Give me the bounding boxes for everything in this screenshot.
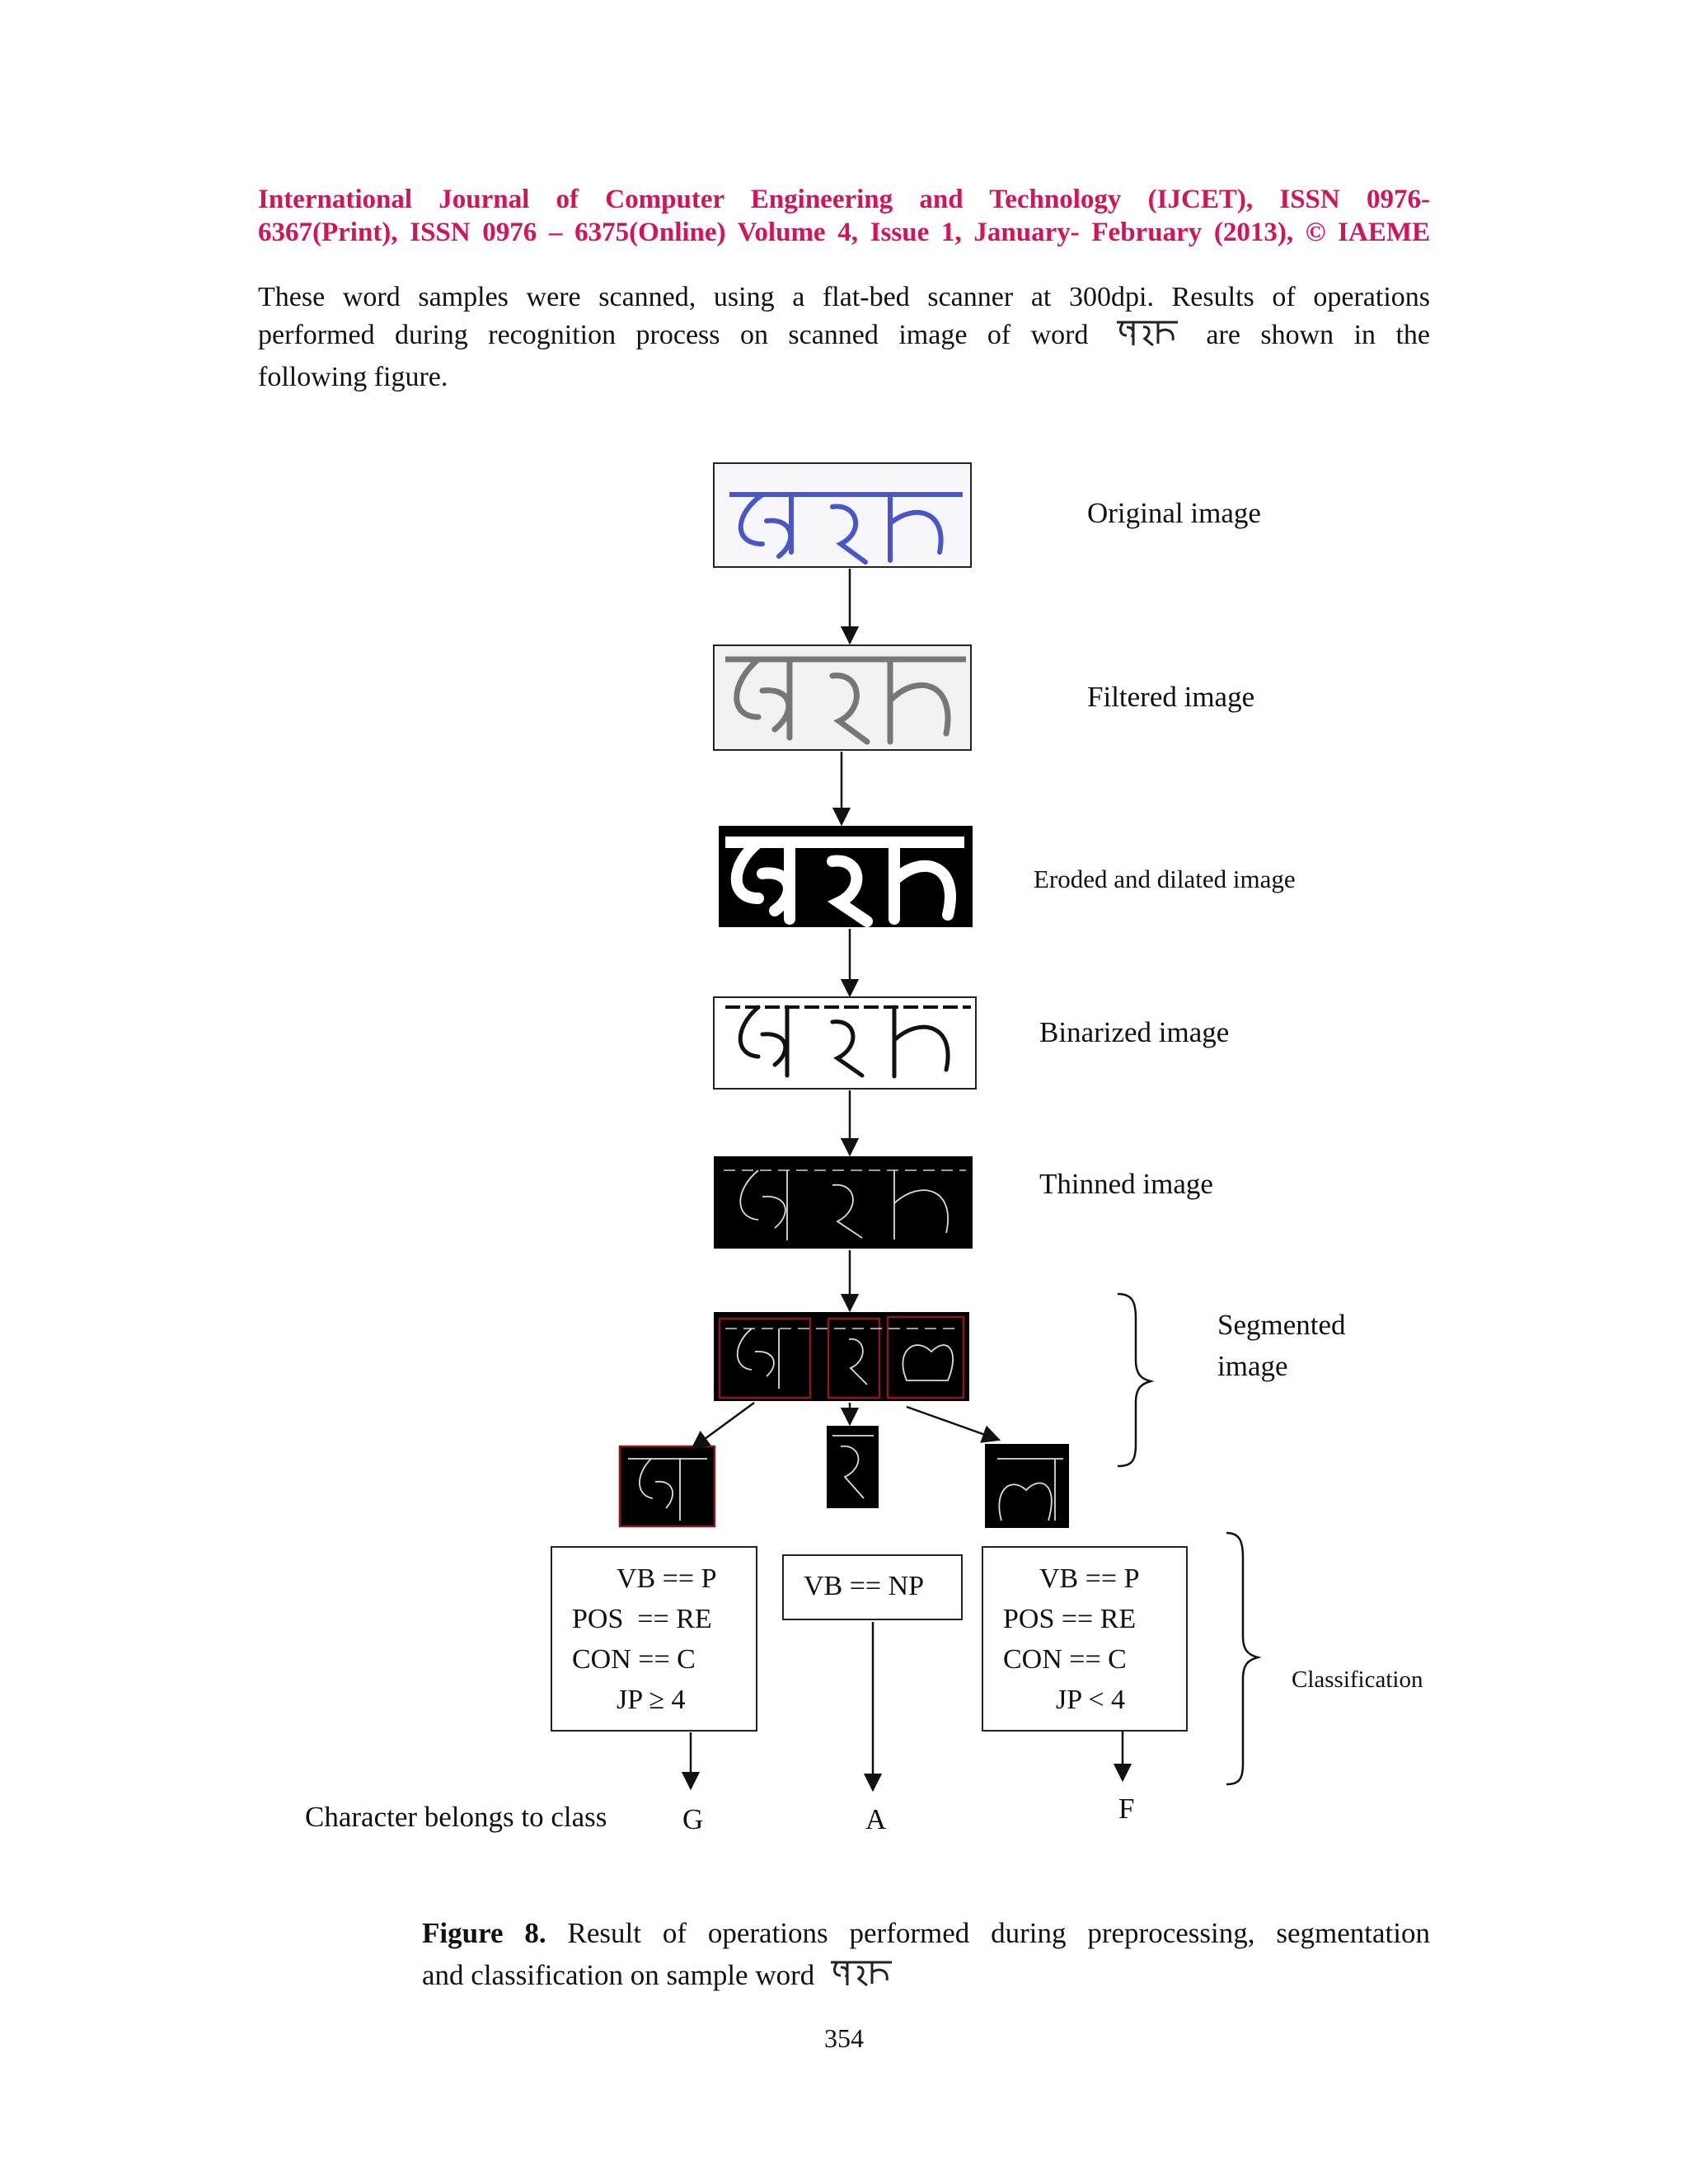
rule-left-2: POS == RE bbox=[572, 1604, 712, 1634]
classification-brace bbox=[1226, 1533, 1258, 1784]
rule-left-3: CON == C bbox=[572, 1644, 696, 1675]
figure-caption bbox=[422, 1912, 1430, 2000]
rule-right-1: VB == P bbox=[1039, 1563, 1140, 1594]
filtered-image bbox=[714, 645, 971, 750]
segmented-image bbox=[714, 1312, 969, 1401]
caption-line-1 bbox=[422, 1912, 1430, 1954]
label-segmented-line-1: Segmented bbox=[1217, 1309, 1346, 1341]
segment-1 bbox=[620, 1446, 715, 1526]
label-filtered-image: Filtered image bbox=[1087, 681, 1255, 713]
label-segmented-image bbox=[1217, 1305, 1346, 1387]
page-number: 354 bbox=[824, 2023, 864, 2053]
caption-text-2: and classification on sample word bbox=[422, 1959, 815, 1991]
paragraph-line-3: following figure. bbox=[258, 362, 448, 392]
label-thinned-image: Thinned image bbox=[1039, 1168, 1213, 1200]
header-line-2: 6367(Print), ISSN 0976 – 6375(Online) Volume 4, Issue 1, January- February (2013), © IAEME bbox=[258, 218, 1430, 247]
rule-left-4: JP ≥ 4 bbox=[617, 1685, 686, 1715]
thinned-image bbox=[714, 1156, 973, 1249]
label-classification: Classification bbox=[1292, 1666, 1423, 1693]
label-binarized-image: Binarized image bbox=[1039, 1016, 1230, 1048]
class-f: F bbox=[1118, 1793, 1135, 1825]
binarized-image bbox=[714, 997, 976, 1089]
header-line-1: International Journal of Computer Engineering and Technology (IJCET), ISSN 0976- bbox=[258, 185, 1430, 214]
rule-box-middle bbox=[782, 1554, 963, 1620]
label-original-image: Original image bbox=[1087, 497, 1261, 529]
rule-box-left bbox=[551, 1546, 757, 1732]
original-image bbox=[714, 463, 971, 567]
caption-line-2 bbox=[422, 1954, 1430, 2000]
rule-right-2: POS == RE bbox=[1003, 1604, 1137, 1634]
caption-label: Figure 8. bbox=[422, 1917, 546, 1949]
arrow-to-segment-1 bbox=[692, 1403, 754, 1448]
caption-text-1: Result of operations performed during preprocessing, segmentation bbox=[567, 1917, 1430, 1949]
segment-3 bbox=[985, 1444, 1069, 1528]
paragraph-line-2-end: are shown in the bbox=[1206, 319, 1431, 350]
caption-word-image bbox=[828, 1956, 894, 2000]
rule-middle-1: VB == NP bbox=[804, 1571, 925, 1601]
paragraph-line-1: These word samples were scanned, using a flat-bed scanner at 300dpi. Results of operations bbox=[258, 282, 1430, 312]
paragraph-line-2-start: performed during recognition process on scanned image of word bbox=[258, 319, 1089, 350]
class-g: G bbox=[682, 1803, 704, 1835]
arrow-to-segment-3 bbox=[907, 1407, 999, 1440]
segmented-brace bbox=[1118, 1294, 1151, 1466]
rule-right-3: CON == C bbox=[1003, 1644, 1127, 1675]
rule-left-1: VB == P bbox=[617, 1563, 717, 1594]
class-prefix-text: Character belongs to class bbox=[305, 1801, 607, 1833]
eroded-dilated-image bbox=[719, 826, 973, 927]
class-a: A bbox=[865, 1803, 887, 1835]
label-segmented-line-2: image bbox=[1217, 1350, 1288, 1382]
segment-2 bbox=[827, 1426, 879, 1508]
label-eroded-dilated-image: Eroded and dilated image bbox=[1034, 865, 1296, 893]
rule-box-right bbox=[982, 1546, 1188, 1732]
rule-right-4: JP < 4 bbox=[1056, 1685, 1126, 1715]
